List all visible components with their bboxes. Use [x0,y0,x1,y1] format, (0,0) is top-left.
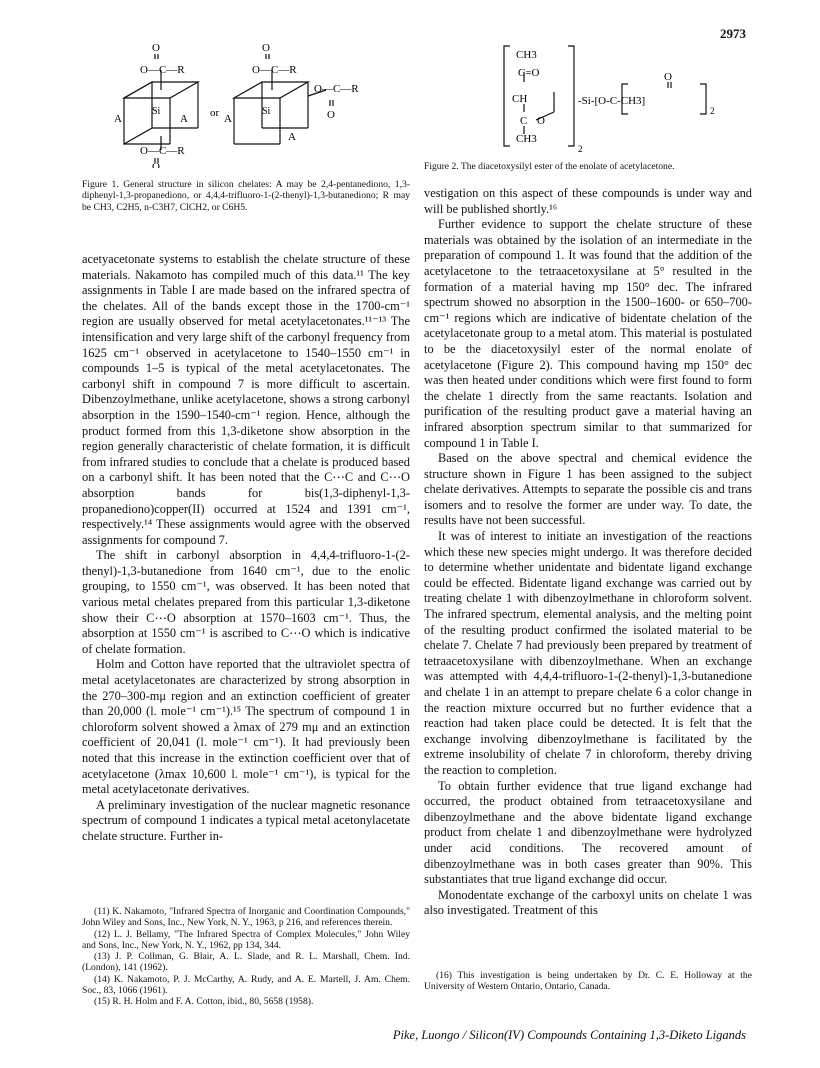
fig2-o-dbl: O [664,71,672,83]
fig2-ch3-top: CH3 [516,49,537,61]
figure-1 [82,40,410,213]
fig1-or: or [210,107,220,119]
footnote-11: (11) K. Nakamoto, "Infrared Spectra of Inorganic and Coordination Compounds," John Wiley and Sons, Inc., New York, N. Y., 1963, p 216, and references therein. [82,906,410,929]
fig1-a-right-2: A [288,131,296,143]
right-paragraph-1: vestigation on this aspect of these compounds is under way and will be published shortly.¹⁶ [424,186,752,216]
right-column [424,186,752,919]
fig2-c: C [520,115,528,127]
figure-2 [424,42,752,172]
fig2-sub2-outer: 2 [578,144,583,152]
fig1-ocr-bottom-left: O—C—R [140,145,185,157]
fig1-o-top-left: O [152,42,160,54]
fig1-a-left: A [114,113,122,125]
fig1-a-left-2: A [180,113,188,125]
left-footnotes [82,906,410,1008]
fig2-o: O [537,115,545,127]
fig2-c-eq-o: C=O [518,67,540,79]
page-number: 2973 [720,26,746,41]
fig1-si-right: Si [262,106,271,117]
fig1-a-right: A [224,113,232,125]
fig1-ocr-side-right: O—C—R [314,83,359,95]
fig1-si-left: Si [152,106,161,117]
fig1-o-bottom-left: O [152,161,160,168]
right-paragraph-3: Based on the above spectral and chemical evidence the structure shown in Figure 1 has been assigned to the subject chelate derivatives. Attempts to separate the possible cis and trans isomers and to resolve the former are under way. To date, the results have not been successful. [424,451,752,528]
fig1-ocr-top-left: O—C—R [140,64,185,76]
footnote-15: (15) R. H. Holm and F. A. Cotton, ibid., 80, 5658 (1958). [94,996,314,1008]
fig1-o-side-right: O [327,109,335,121]
fig2-si-chain: -Si-[O-C-CH3] [578,95,646,107]
right-paragraph-4: It was of interest to initiate an investigation of the reactions which these new species might undergo. It was therefore decided to determine whether unidentate and bidentate ligand exchange could be effected. Bidentate ligand exchange was carried out by treating chelate 1 with dibenzoylmethane in chloroform solvent. The infrared spectrum, elemental analysis, and the melting point of the resulting product confirmed the isolated material to be chelate 7. Chelate 7 had previously been prepared by treatment of tetraacetoxysilane with dibenzoylmethane. When an exchange was attempted with 4,4,4-trifluoro-1-(2-thenyl)-1,3-butanedione and chelate 1 in an attempt to prepare chelate 6 a color change in the reaction mixture occurred but no further evidence that a reaction had taken place could be detected. It is felt that the exchange involving dibenzoylmethane is facilitated by the extreme insolubility of chelate 7 in chloroform, thereby driving the reaction to completion. [424,529,752,777]
right-paragraph-2: Further evidence to support the chelate structure of these materials was obtained by the isolation of an intermediate in the preparation of compound 1. It was found that the addition of the acetylacetone to the tetraacetoxysilane at 5° resulted in the formation of a material having mp 150° dec. The infrared spectrum showed no absorption in the 1500–1600- or 650–700-cm⁻¹ regions which are indicative of bidentate chelation of the acetylacetonate group to a metal atom. This material is postulated to be the diacetoxysilyl ester of the normal enolate of acetylacetone (Figure 2). This compound having mp 150° dec was then heated under conditions which were first found to form the chelate 1 directly from the same reactants. Isolation and purification of the resulting product gave a material having an infrared absorption spectrum similar to that summarized for compound 1 in Table I. [424,217,752,450]
footnote-14: (14) K. Nakamoto, P. J. McCarthy, A. Rudy, and A. E. Martell, J. Am. Chem. Soc., 83, 1066 (1961). [82,973,410,997]
fig2-ch: CH [512,93,528,105]
figure-2-structure [424,42,752,152]
left-paragraph-4: A preliminary investigation of the nuclear magnetic resonance spectrum of compound 1 indicates a typical metal acetonylacetate chelate structure. Further in- [82,797,410,843]
left-column [82,252,410,845]
footnote-16: (16) This investigation is being undertaken by Dr. C. E. Holloway at the University of Western Ontario, Ontario, Canada. [424,970,752,993]
right-paragraph-5: To obtain further evidence that true ligand exchange had occurred, the product obtained from tetraacetoxysilane and dibenzoylmethane and the above bidentate ligand exchange product from chelate 1 and dibenzoylmethane were hydrolyzed under acid conditions. The recovered amount of dibenzoylmethane was in both cases greater than 90%. This substantiates that true ligand exchange did occur. [424,778,752,887]
left-paragraph-2: The shift in carbonyl absorption in 4,4,4-trifluoro-1-(2-thenyl)-1,3-butanedione from 1640 cm⁻¹, due to the enolic grouping, to 1550 cm⁻¹, was observed. It has been noted that various metal chelates prepared from this particular 1,3-diketone show their C⋯O absorption at 1570–1603 cm⁻¹. Thus, the absorption at 1550 cm⁻¹ is ascribed to C⋯O which is indicative of chelate formation. [82,548,410,656]
right-footnotes [424,970,752,993]
fig1-o-top-right: O [262,42,270,54]
figure-1-structure [82,40,410,168]
fig1-ocr-top-right: O—C—R [252,64,297,76]
figure-2-caption: Figure 2. The diacetoxysilyl ester of the enolate of acetylacetone. [424,161,675,172]
figure-1-caption: Figure 1. General structure in silicon chelates: A may be 2,4-pentanediono, 1,3-diphenyl-1,3-propanediono, or 4,4,4-trifluoro-1-(2-thenyl)-1,3-butanediono; R may be CH3, C2H5, n-C3H7, ClCH2, or C6H5. [82,179,410,213]
footnote-13: (13) J. P. Collman, G. Blair, A. L. Slade, and R. L. Marshall, Chem. Ind. (London), 141 (1962). [82,951,410,974]
fig2-ch3-bottom: CH3 [516,133,537,145]
footnote-12: (12) L. J. Bellamy, "The Infrared Spectra of Complex Molecules," John Wiley and Sons, Inc., New York, N. Y., 1962, pp 134, 344. [82,928,410,951]
fig2-sub2-inner: 2 [710,106,715,116]
left-paragraph-3: Holm and Cotton have reported that the ultraviolet spectra of metal acetylacetonates are characterized by strong absorption in the 270–300-mμ region and an extinction coefficient of greater than 20,000 (l. mole⁻¹ cm⁻¹).¹⁵ The spectrum of compound 1 in chloroform solvent showed a λmax of 279 mμ and an extinction coefficient of 20,041 (l. mole⁻¹ cm⁻¹). It had previously been noted that this increase in the extinction coefficient over that of acetylacetone (λmax 10,600 l. mole⁻¹ cm⁻¹), is typical for the metal acetylacetonate derivatives. [82,657,410,797]
running-footer: Pike, Luongo / Silicon(IV) Compounds Containing 1,3-Diketo Ligands [392,1028,746,1042]
right-paragraph-6: Monodentate exchange of the carboxyl units on chelate 1 was also investigated. Treatment of this [424,887,752,918]
left-paragraph-1: acetyacetonate systems to establish the chelate structure of these materials. Nakamoto has compiled much of this data.¹¹ The key assignments in Table I are made based on the infrared spectra of the chelates. All of the bands except those in the 1700-cm⁻¹ region are usually observed for metal acetylacetonates.¹¹⁻¹³ The intensification and very large shift of the carbonyl frequency from 1625 cm⁻¹ observed in acetylacetone to 1540–1550 cm⁻¹ in compounds 1–5 is typical of the metal acetylacetonates. The carbonyl shift in compound 7 is more difficult to ascertain. Dibenzoylmethane, unlike acetylacetone, shows a strong carbonyl absorption in the 1590–1540-cm⁻¹ region. Hence, although the product formed from this 1,3-diketone show absorption in the region generally characteristic of chelate formation, it is difficult from infrared studies to conclude that a chelate is produced based on a carbonyl shift. It has been noted that the C⋯C and C⋯O absorption bands for bis(1,3-diphenyl-1,3-propanediono)copper(II) occurred at 1524 and 1391 cm⁻¹, respectively.¹⁴ These assignments would agree with the observed assignments for compound 7. [82,252,410,547]
